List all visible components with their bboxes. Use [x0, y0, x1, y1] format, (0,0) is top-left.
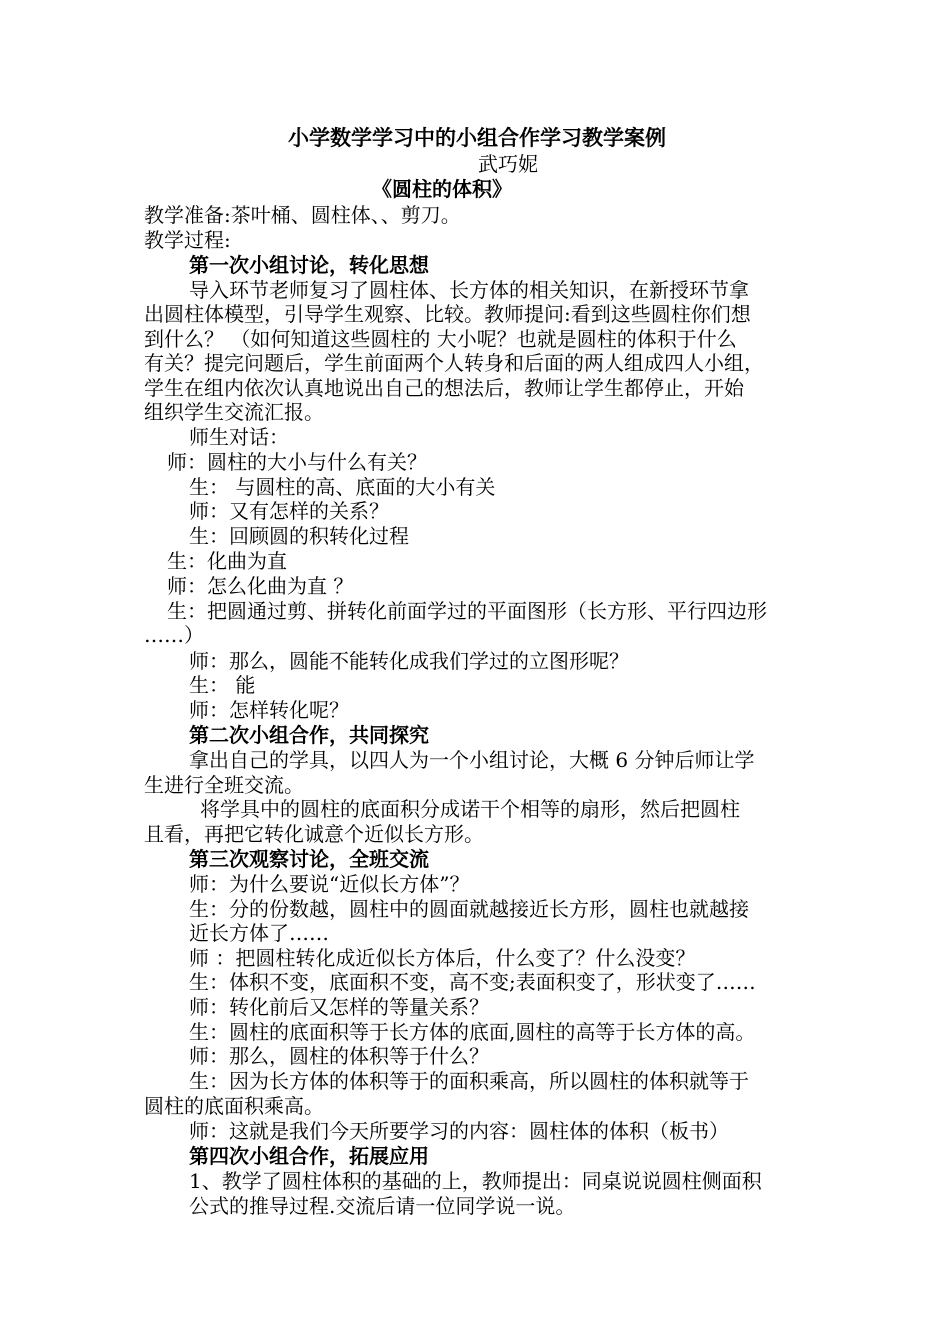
paragraph-line: 有关？提完问题后，学生前面两个人转身和后面的两人组成四人小组， — [144, 351, 764, 375]
dialog-line: 生：体积不变，底面积不变，高不变;表面积变了，形状变了…… — [189, 970, 756, 994]
dialog-line: 生：因为长方体的体积等于的面积乘高，所以圆柱的体积就等于 — [189, 1069, 749, 1093]
dialog-line: 师 ：把圆柱转化成近似长方体后，什么变了？什么没变？ — [189, 946, 696, 970]
dialog-line: 圆柱的底面积乘高。 — [144, 1094, 324, 1118]
paragraph-line: 生进行全班交流。 — [144, 773, 304, 797]
dialog-line: 师：那么，圆柱的体积等于什么？ — [189, 1044, 489, 1068]
paragraph-line: 将学具中的圆柱的底面积分成诺干个相等的扇形，然后把圆柱 — [200, 797, 740, 821]
paragraph-line: 拿出自己的学具，以四人为一个小组讨论，大概 6 分钟后师让学 — [189, 748, 755, 772]
section-heading: 第一次小组讨论，转化思想 — [189, 253, 429, 277]
dialog-line: 师：这就是我们今天所要学习的内容：圆柱体的体积（板书） — [189, 1119, 729, 1143]
paragraph-line: 且看，再把它转化诚意个近似长方形。 — [144, 822, 484, 846]
dialog-line: 师：怎么化曲为直 ？ — [167, 574, 354, 598]
teaching-preparation: 教学准备:茶叶桶、圆柱体、、剪刀。 — [144, 203, 461, 227]
paragraph-line: 到什么？ （如何知道这些圆柱的 大小呢？也就是圆柱的体积于什么 — [144, 327, 737, 351]
dialog-line: 生： 与圆柱的高、底面的大小有关 — [189, 475, 496, 499]
dialog-line: 师：怎样转化呢？ — [189, 698, 349, 722]
dialog-line: 生：化曲为直 — [167, 549, 287, 573]
dialog-line: 生：把圆通过剪、拼转化前面学过的平面图形（长方形、平行四边形 — [167, 599, 767, 623]
dialog-line: 生：分的份数越，圆柱中的圆面就越接近长方形，圆柱也就越接 — [189, 897, 749, 921]
dialog-line: 生： 能 — [189, 673, 256, 697]
paragraph-line: 1、教学了圆柱体积的基础的上，教师提出：同桌说说圆柱侧面积 — [189, 1169, 762, 1193]
dialog-line: 近长方体了…… — [189, 921, 329, 945]
teaching-process-label: 教学过程: — [144, 228, 231, 252]
dialog-line: ……） — [144, 623, 204, 647]
paragraph-line: 公式的推导过程.交流后请一位同学说一说。 — [189, 1194, 576, 1218]
dialog-line: 师：又有怎样的关系？ — [189, 499, 389, 523]
section-heading: 第二次小组合作，共同探究 — [189, 723, 429, 747]
paragraph-line: 出圆柱体模型，引导学生观察、比较。教师提问:看到这些圆柱你们想 — [144, 302, 751, 326]
section-heading: 第四次小组合作，拓展应用 — [189, 1144, 429, 1168]
dialog-line: 生：圆柱的底面积等于长方体的底面,圆柱的高等于长方体的高。 — [189, 1020, 756, 1044]
dialog-line: 师：那么，圆能不能转化成我们学过的立图形呢？ — [189, 649, 629, 673]
dialog-label: 师生对话： — [189, 425, 289, 449]
section-heading: 第三次观察讨论，全班交流 — [189, 847, 429, 871]
paragraph-line: 组织学生交流汇报。 — [144, 400, 324, 424]
dialog-line: 师：为什么要说“近似长方体”？ — [189, 872, 470, 896]
author-name: 武巧妮 — [478, 152, 538, 176]
document-title: 小学数学学习中的小组合作学习教学案例 — [288, 125, 666, 150]
dialog-line: 师：转化前后又怎样的等量关系？ — [189, 995, 489, 1019]
dialog-line: 生：回顾圆的积转化过程 — [189, 524, 409, 548]
lesson-title: 《圆柱的体积》 — [372, 177, 512, 201]
paragraph-line: 导入环节老师复习了圆柱体、长方体的相关知识，在新授环节拿 — [189, 278, 749, 302]
dialog-line: 师：圆柱的大小与什么有关？ — [167, 450, 427, 474]
paragraph-line: 学生在组内依次认真地说出自己的想法后，教师让学生都停止，开始 — [144, 376, 744, 400]
